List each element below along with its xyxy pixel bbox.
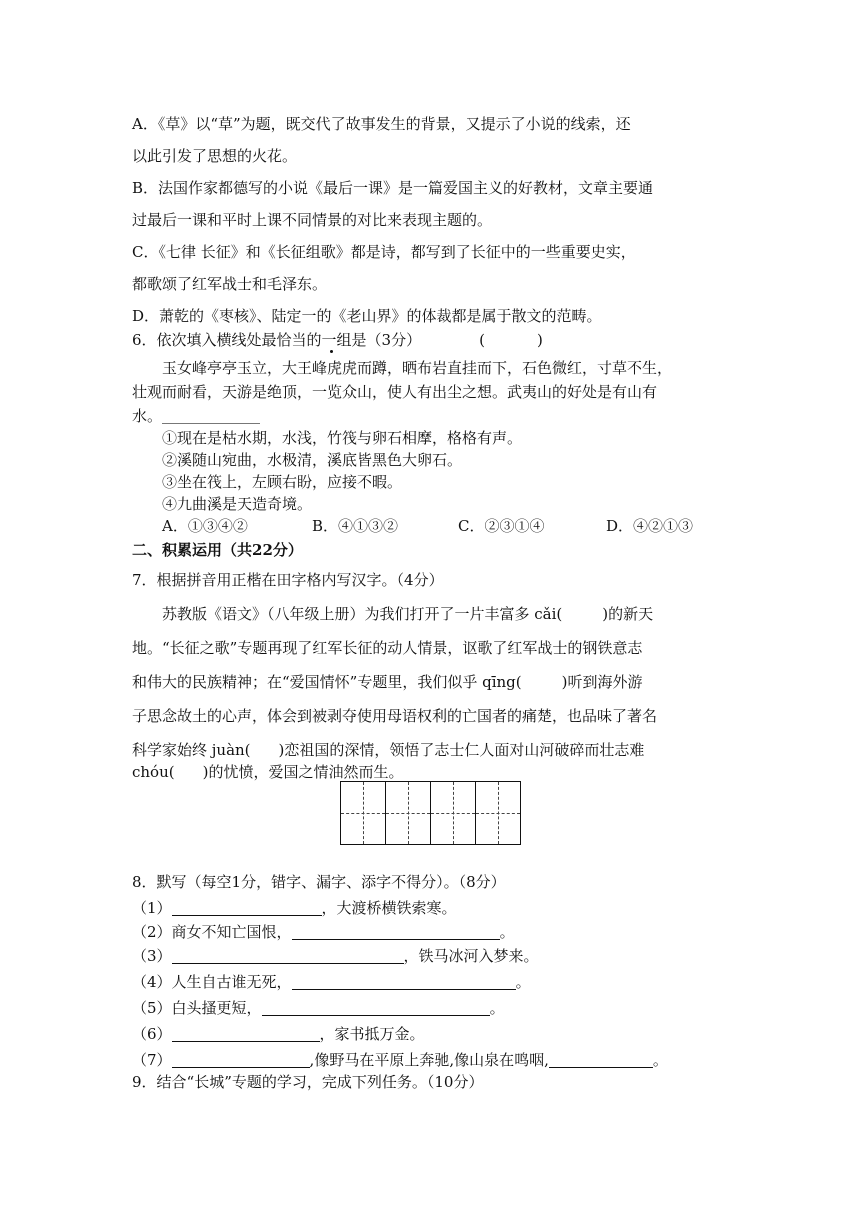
q7-passage-line5 [132,740,644,760]
q8-item-number: （3） [132,947,172,965]
q6-sentence-4: ④九曲溪是天造奇境。 [162,495,313,513]
q8-item-1 [132,898,457,918]
q8-item-number: （7） [132,1051,172,1069]
q7-passage-line1 [162,604,653,624]
q8-item-2 [132,922,515,942]
q6-sentence-3: ③坐在筏上，左顾右盼，应接不暇。 [162,473,403,491]
q6-sentence-2: ②溪随山宛曲，水极清，溪底皆黑色大卵石。 [162,451,463,469]
q6-passage-line3-text: 水。 [132,407,163,425]
q5-option-c-line1: C．《七律 长征》和《长征组歌》都是诗，都写到了长征中的一些重要史实， [132,243,636,261]
q8-item-4 [132,972,531,992]
q5-option-d: D．萧乾的《枣核》、陆定一的《老山界》的体裁都是属于散文的范畴。 [132,307,602,325]
q8-blank[interactable] [262,999,490,1016]
q7-line1-start: 苏教版《语文》（八年级上册）为我们打开了一片丰富多 cǎi( [162,605,563,623]
q8-item-3 [132,946,539,966]
q6-stem [132,330,543,350]
q7-passage-line6 [132,762,403,782]
q7-line3-start: 和伟大的民族精神；在“爱国情怀”专题里，我们似乎 qīng( [132,673,522,691]
q9-stem: 9．结合“长城”专题的学习，完成下列任务。（10分） [132,1073,484,1091]
q6-answer-paren-close: ) [536,331,543,349]
q6-answer-paren-open: ( [479,331,485,349]
q8-blank[interactable] [292,973,516,990]
q6-option-c: C．②③①④ [458,517,545,535]
grid-cell[interactable] [431,782,476,844]
q6-option-a: A．①③④② [162,517,248,535]
q8-item-end: 。 [515,973,531,991]
q5-option-b-line2: 过最后一课和平时上课不同情景的对比来表现主题的。 [132,211,493,229]
q7-stem: 7．根据拼音用正楷在田字格内写汉字。（4分） [132,571,444,589]
q7-passage-line2: 地。“长征之歌”专题再现了红军长征的动人情景，讴歌了红军战士的钢铁意志 [132,639,643,657]
q6-blank [162,407,260,424]
q8-item-number: （4） [132,973,172,991]
q8-item-5 [132,998,505,1018]
q6-stem-text: 6．依次填入横线处最恰当的一组是（3分） [132,331,422,349]
q8-item-end: 。 [489,999,505,1017]
emphasis-dot [330,350,333,353]
q8-item-text: 人生自古谁无死， [171,973,292,991]
q8-item-number: （6） [132,1025,172,1043]
q8-blank[interactable] [172,1025,320,1042]
grid-cell[interactable] [476,782,520,844]
q5-option-a-line1: A．《草》以“草”为题，既交代了故事发生的背景，又提示了小说的线索，还 [132,115,631,133]
q7-line3-end: )听到海外游 [561,673,643,691]
q5-option-a-line2: 以此引发了思想的火花。 [132,147,298,165]
q7-line1-end: )的新天 [602,605,654,623]
q8-stem: 8．默写（每空1分，错字、漏字、添字不得分）。（8分） [132,873,506,891]
q8-item-text: ,像野马在平原上奔驰,像山泉在鸣咽, [309,1051,549,1069]
q8-item-text: 商女不知亡国恨， [171,923,292,941]
q7-line5-start: 科学家始终 juàn( [132,741,251,759]
q8-item-number: （5） [132,999,172,1017]
q6-option-b: B．④①③② [312,517,399,535]
q8-item-number: （2） [132,923,172,941]
q8-item-number: （1） [132,899,172,917]
q8-blank[interactable] [172,1051,310,1068]
q8-item-text: ，家书抵万金。 [319,1025,425,1043]
q6-passage-line2: 壮观而耐看，天游是绝顶，一览众山，使人有出尘之想。武夷山的好处是有山有 [132,383,658,401]
tianzige-grid[interactable] [340,781,521,845]
q8-item-text: ，大渡桥横铁索寒。 [321,899,457,917]
q7-passage-line4: 子思念故土的心声，体会到被剥夺使用母语权利的亡国者的痛楚，也品味了著名 [132,707,658,725]
q8-item-end: 。 [499,923,515,941]
q8-item-text: ，铁马冰河入梦来。 [403,947,539,965]
q8-blank[interactable] [292,923,500,940]
q7-passage-line3 [132,672,642,692]
q8-blank[interactable] [549,1051,653,1068]
q8-item-6 [132,1024,425,1044]
q6-passage-line1: 玉女峰亭亭玉立，大王峰虎虎而蹲，晒布岩直挂而下，石色微红，寸草不生， [162,359,673,377]
q6-sentence-1: ①现在是枯水期，水浅，竹筏与卵石相摩，格格有声。 [162,429,523,447]
q5-option-c-line2: 都歌颂了红军战士和毛泽东。 [132,275,328,293]
q7-line6-start: chóu( [132,763,175,781]
q8-item-end: 。 [652,1051,668,1069]
q8-item-text: 白头搔更短， [171,999,262,1017]
q5-option-b-line1: B．法国作家都德写的小说《最后一课》是一篇爱国主义的好教材，文章主要通 [132,179,654,197]
q8-blank[interactable] [172,899,322,916]
grid-cell[interactable] [386,782,431,844]
q7-line6-end: )的忧愤，爱国之情油然而生。 [202,763,404,781]
q6-passage-line3 [132,406,260,426]
q8-blank[interactable] [172,947,404,964]
q6-option-d: D．④②①③ [606,517,694,535]
q7-line5-end: )恋祖国的深情，领悟了志士仁人面对山河破碎而壮志难 [278,741,645,759]
grid-cell[interactable] [341,782,386,844]
q8-item-7 [132,1050,668,1070]
section-2-title: 二、积累运用（共22分） [132,541,303,559]
